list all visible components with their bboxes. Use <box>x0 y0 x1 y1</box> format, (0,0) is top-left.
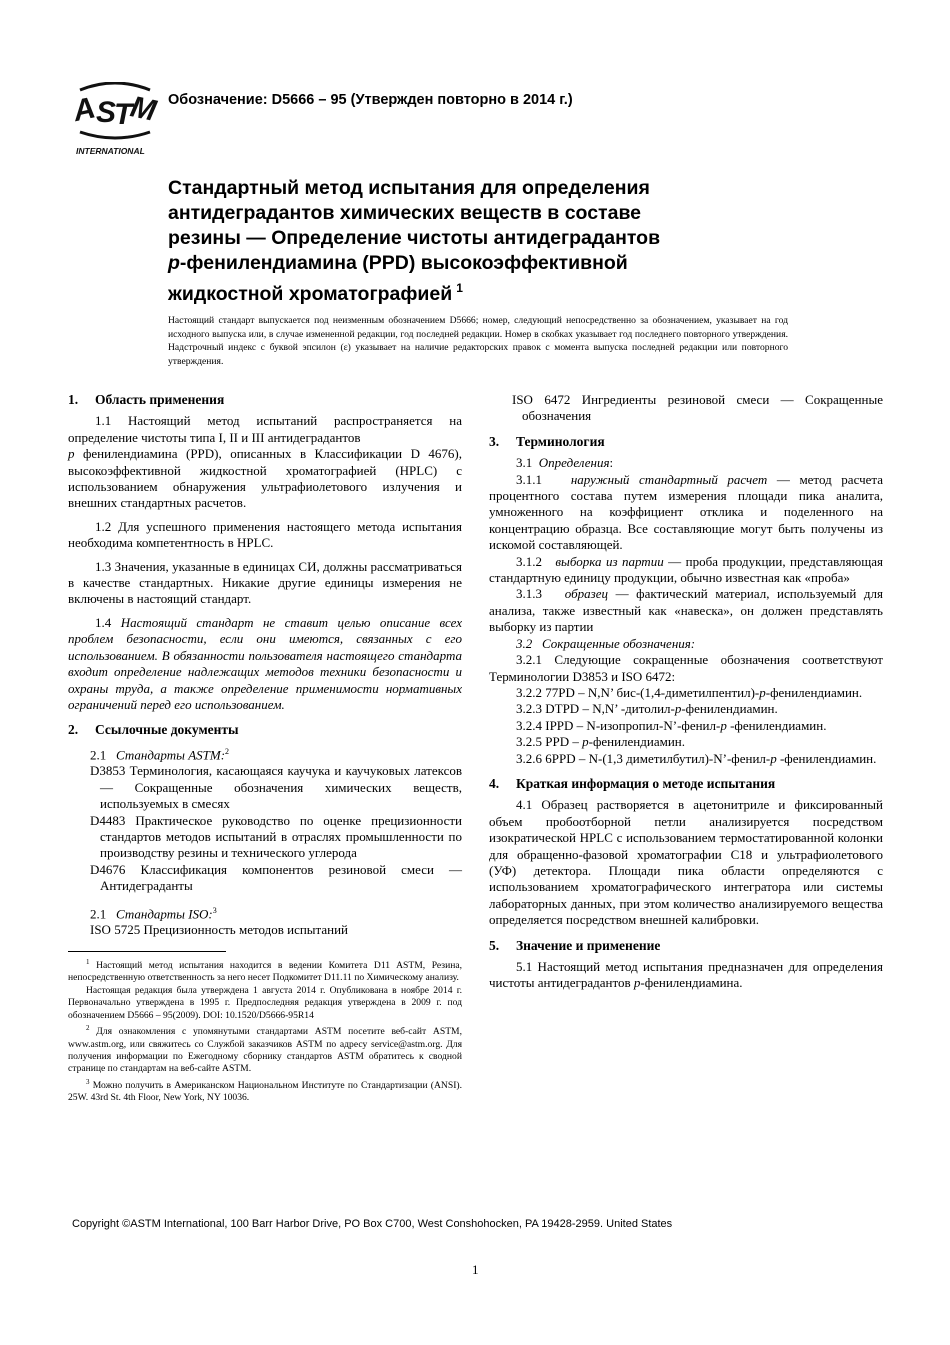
footnote-1b: Настоящая редакция была утверждена 1 августа 2014 г. Опубликована в ноябре 2014 г. Первоначально утверждена в 1995 г. Предпоследняя редакция утверждена в 2009 г. под обозначением D5666 – 95(2009). DOI: 10.1520/D5666-95R14 <box>68 984 462 1021</box>
copyright-footer: Copyright ©ASTM International, 100 Barr Harbor Drive, PO Box C700, West Conshohocken, PA 19428-2959. United States <box>72 1218 673 1230</box>
document-title: Стандартный метод испытания для определения антидеградантов химических веществ в составе резины — Определение чистоты антидеградантов p-фенилендиамина (PPD) высокоэффективной жидкостной хроматографией $^1$ <box>168 177 661 305</box>
reference-item: D4483 Практическое руководство по оценке прецизионности стандартов методов испытаний в отраслях промышленности по производству резины и технического углерода <box>90 812 462 861</box>
paragraph-1-4: 1.4 Настоящий стандарт не ставит целью описание всех проблем безопасности, если они имеются, связанных с его использованием. В обязанности пользователя настоящего стандарта входит определение надлежащих методов техники безопасности и охраны труда, а также определение применимости нормативных ограничений перед его использованием. <box>68 614 462 712</box>
abbr-3-2-6: 3.2.6 6PPD – N-(1,3 диметилбутил)-N’-фенил-p -фенилендиамин. <box>516 750 877 766</box>
svg-text:A: A <box>70 91 99 129</box>
page-number: 1 <box>472 1262 479 1277</box>
left-column <box>68 392 462 1105</box>
paragraph-1-1: 1.1 Настоящий метод испытаний распространяется на определение чистоты типа I, II и III антидеградантов p фенилендиамина (PPD), описанных в Классификации D 4676), высокоэффективной жидкостной хроматографией (HPLC) с использованием обнаружения ультрафиолетового излучения и внешних стандартных расчетов. <box>68 413 462 511</box>
svg-text:S: S <box>96 96 117 129</box>
reference-item: D4676 Классификация компонентов резиновой смеси — Антидеграданты <box>90 861 462 894</box>
right-column <box>489 392 883 992</box>
reference-item: ISO 6472 Ингредиенты резиновой смеси — Сокращенные обозначения <box>512 392 883 424</box>
paragraph-4-1: 4.1 Образец растворяется в ацетонитриле и фиксированный объем пробоотборной петли анализируется посредством изократической HPLC с использованием термостатированной колонки для обращенно-фазовой хроматографии C18 и ультрафиолетового (УФ) детектора. Площади пика области определяются с использованием хроматографического интегратора или системы лабораторных данных, при этом количество анализируемого вещества определяется посредством внешней калибровки. <box>489 797 883 928</box>
svg-text:T: T <box>114 98 133 131</box>
section-heading-2: 2. Ссылочные документы <box>68 722 239 738</box>
paragraph-5-1: 5.1 Настоящий метод испытания предназначен для определения чистоты антидеградантов p-фенилендиамина. <box>489 959 883 991</box>
astm-standards-label: 2.1 Стандарты ASTM:$^2$ <box>90 746 230 763</box>
astm-logo <box>70 82 160 158</box>
term-3-1-2: 3.1.2 выборка из партии — проба продукции, представляющая стандартную единицу продукции, обычно известная как «проба» <box>489 553 883 586</box>
abbr-3-2-5: 3.2.5 PPD – p-фенилендиамин. <box>516 734 685 750</box>
term-3-1-1: 3.1.1 наружный стандартный расчет — метод расчета процентного состава путем измерения площади пика аналита, умноженного на коэффициент отклика и поделенного на концентрацию образца. Все составляющие могут быть получены из искомой составляющей. <box>489 471 883 553</box>
section-heading-4: 4. Краткая информация о методе испытания <box>489 775 776 791</box>
definitions-label: 3.1 Определения: <box>516 455 614 471</box>
iso-standards-label: 2.1 Стандарты ISO:$^3$ <box>90 905 217 922</box>
reference-item: D3853 Терминология, касающаяся каучука и каучуковых латексов — Сокращенные обозначения химических веществ, используемых в смесях <box>90 763 462 812</box>
paragraph-1-3: 1.3 Значения, указанные в единицах СИ, должны рассматриваться в качестве стандартных. Никакие другие единицы измерения не включены в настоящий стандарт. <box>68 558 462 607</box>
footnote-2: $^2$ Для ознакомления с упомянутыми стандартами ASTM посетите веб-сайт ASTM, www.astm.org, или свяжитесь со Службой заказчиков ASTM по адресу service@astm.org. Для получения информации по Ежегодному сборнику стандартов ASTM обратитесь к сводной странице по стандартам на веб-сайте ASTM. <box>68 1024 462 1075</box>
issuance-note: Настоящий стандарт выпускается под неизменным обозначением D5666; номер, следующий непосредственно за обозначением, указывает на год исходного выпуска или, в случае измененной редакции, год последней редакции. Номер в скобках указывает год последнего повторного утверждения. Надстрочный индекс с буквой эпсилон (ε) указывает на наличие редакторских правок с момента выпуска последней редакции или повторного утверждения. <box>168 315 788 367</box>
footnote-1: $^1$ Настоящий метод испытания находится в ведении Комитета D11 ASTM, Резина, непосредственную ответственность за него несет Подкомитет D11.11 по Химическому анализу. <box>68 957 463 984</box>
abbr-3-2-1: 3.2.1 Следующие сокращенные обозначения соответствуют Терминологии D3853 и ISO 6472: <box>489 652 883 684</box>
term-3-1-3: 3.1.3 образец — фактический материал, используемый для анализа, также известный как «навеска», он должен представлять выборку из партии <box>489 586 884 635</box>
abbreviations-label: 3.2 Сокращенные обозначения: <box>516 635 696 651</box>
section-heading-3: 3. Терминология <box>489 433 605 449</box>
designation: Обозначение: D5666 – 95 (Утвержден повторно в 2014 г.) <box>168 92 573 108</box>
abbr-3-2-3: 3.2.3 DTPD – N,N’ -дитолил-p-фенилендиамин. <box>516 701 778 717</box>
svg-text:M: M <box>127 90 159 128</box>
footnote-divider <box>68 951 226 952</box>
abbr-3-2-2: 3.2.2 77PD – N,N’ бис-(1,4-диметилпентил)-p-фенилендиамин. <box>516 684 863 700</box>
section-heading-1: 1. Область применения <box>68 392 225 407</box>
footnote-3: $^3$ Можно получить в Американском Национальном Институте по Стандартизации (ANSI). 25W. 43rd St. 4th Floor, New York, NY 10036. <box>68 1077 462 1104</box>
section-heading-5: 5. Значение и применение <box>489 937 661 953</box>
svg-text:INTERNATIONAL: INTERNATIONAL <box>76 146 145 156</box>
reference-item: ISO 5725 Прецизионность методов испытаний <box>90 922 349 938</box>
paragraph-1-2: 1.2 Для успешного применения настоящего метода испытания необходима компетентность в HPLC. <box>68 518 462 551</box>
abbr-3-2-4: 3.2.4 IPPD – N-изопропил-N’-фенил-p -фенилендиамин. <box>516 717 827 733</box>
